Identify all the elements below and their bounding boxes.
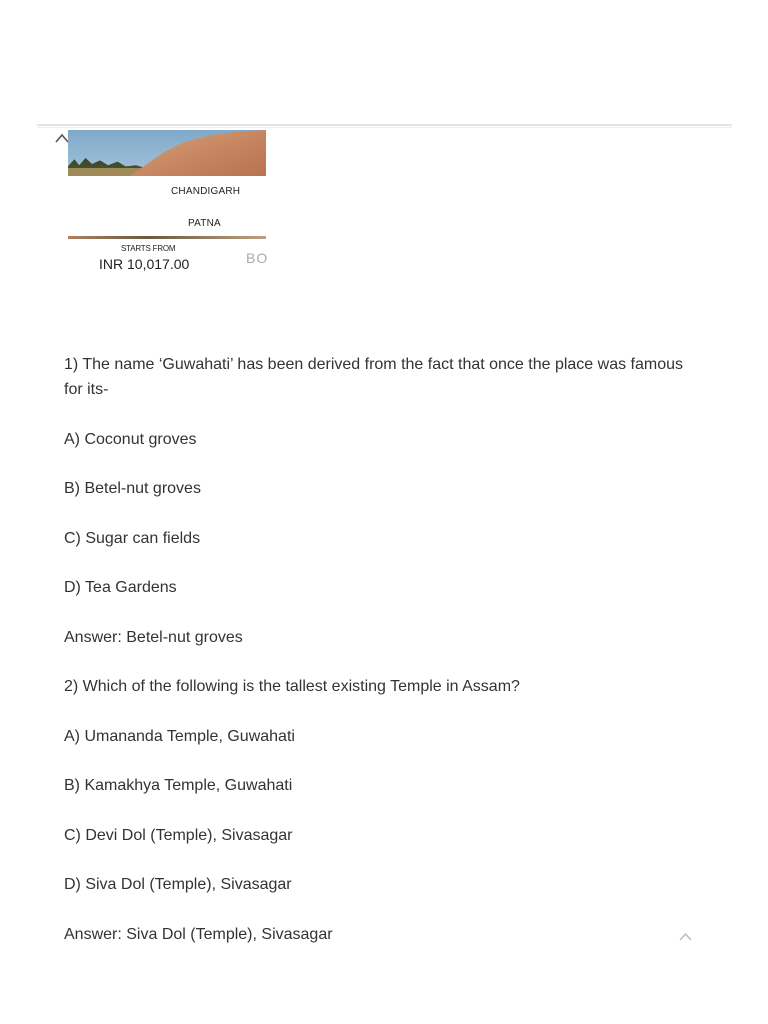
option-2b: B) Kamakhya Temple, Guwahati	[64, 777, 293, 794]
option-1d: D) Tea Gardens	[64, 579, 177, 596]
ad-starts-from-label: STARTS FROM	[121, 244, 176, 253]
option-2d: D) Siva Dol (Temple), Sivasagar	[64, 876, 292, 893]
option-1b: B) Betel-nut groves	[64, 480, 201, 497]
option-2c: C) Devi Dol (Temple), Sivasagar	[64, 826, 293, 844]
ad-book-button[interactable]: BO	[246, 250, 269, 266]
option-1c: C) Sugar can fields	[64, 529, 201, 547]
travel-ad-card[interactable]	[68, 130, 269, 275]
ad-price: INR 10,017.00	[99, 256, 190, 272]
question-2: 2) Which of the following is the tallest existing Temple in Assam?	[64, 678, 520, 695]
answer-2: Answer: Siva Dol (Temple), Sivasagar	[64, 925, 333, 943]
option-2a: A) Umananda Temple, Guwahati	[64, 727, 295, 745]
question-1: 1) The name ‘Guwahati’ has been derived from the fact that once the place was famous for its-	[64, 356, 684, 398]
ad-city-destination: PATNA	[188, 218, 221, 229]
option-1a: A) Coconut groves	[64, 430, 197, 448]
ad-top-divider	[37, 124, 732, 128]
destination-photo	[68, 130, 266, 176]
chevron-up-icon[interactable]	[55, 133, 69, 143]
quiz-content	[64, 352, 704, 971]
ad-image-strip	[68, 236, 266, 239]
chevron-up-icon[interactable]	[679, 932, 692, 941]
answer-1: Answer: Betel-nut groves	[64, 628, 243, 646]
ad-city-origin: CHANDIGARH	[171, 186, 241, 197]
